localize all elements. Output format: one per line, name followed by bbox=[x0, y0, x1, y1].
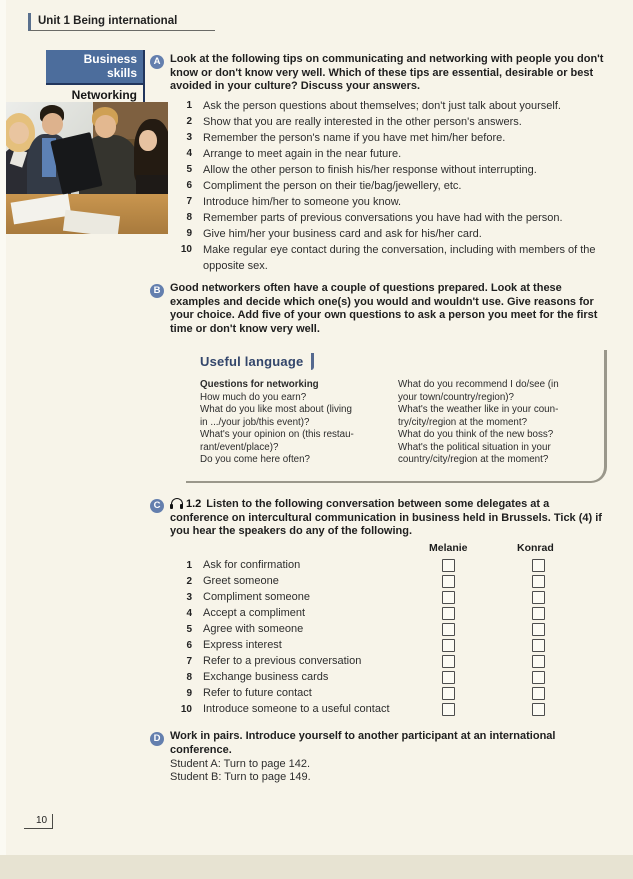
checklist-row: 6 Express interest bbox=[170, 638, 606, 654]
student-a-instruction: Student A: Turn to page 142. bbox=[170, 758, 311, 770]
section-c-checklist bbox=[170, 558, 606, 718]
useful-language-right-column: What do you recommend I do/see (in your town/country/region)? What's the weather like in your coun- try/city/region at the moment? What do you think of the new boss? What's the political situation in your country/city/region at the moment? bbox=[398, 379, 559, 465]
checklist-row: 2 Greet someone bbox=[170, 574, 606, 590]
column-header-melanie: Melanie bbox=[429, 542, 468, 554]
page-number: 10 bbox=[24, 814, 53, 829]
unit-header: Unit 1 Being international bbox=[28, 13, 215, 31]
list-item: 6 Compliment the person on their tie/bag/jewellery, etc. bbox=[186, 180, 462, 192]
section-a-badge: A bbox=[150, 55, 164, 69]
useful-language-left-column: Questions for networking How much do you earn? What do you like most about (living in .../your job/this event)? What's your opinion on (this restau- rant/event/place)? Do you come here often? bbox=[200, 379, 398, 467]
section-d-heading: Work in pairs. Introduce yourself to another participant at an international conference. bbox=[170, 730, 556, 756]
section-c-heading: 1.2 Listen to the following conversation between some delegates at a conference on intercultural communication in business held in Brussels. Tick (4) if you hear the speakers do any of the following. bbox=[170, 498, 602, 537]
list-item: 4 Arrange to meet again in the near future. bbox=[186, 148, 402, 160]
checkbox-konrad[interactable] bbox=[532, 559, 545, 572]
list-item: 10 Make regular eye contact during the conversation, including with members of the opposite sex. bbox=[180, 244, 596, 272]
tab-networking: Networking bbox=[71, 88, 137, 102]
list-item: 5 Allow the other person to finish his/her response without interrupting. bbox=[186, 164, 537, 176]
checkbox-melanie[interactable] bbox=[442, 655, 455, 668]
useful-language-title: Useful language bbox=[200, 354, 304, 369]
list-item: 8 Remember parts of previous conversations you have had with the person. bbox=[186, 212, 563, 224]
title-bracket bbox=[311, 353, 314, 370]
checkbox-melanie[interactable] bbox=[442, 671, 455, 684]
tab-business-skills: Business skills bbox=[46, 50, 143, 83]
checkbox-konrad[interactable] bbox=[532, 687, 545, 700]
headphones-icon bbox=[170, 498, 183, 508]
questions-subtitle: Questions for networking bbox=[200, 379, 319, 390]
checklist-row: 4 Accept a compliment bbox=[170, 606, 606, 622]
list-item: 1 Ask the person questions about themselves; don't just talk about yourself. bbox=[186, 100, 561, 112]
meeting-photo bbox=[6, 102, 168, 234]
checkbox-melanie[interactable] bbox=[442, 639, 455, 652]
checkbox-konrad[interactable] bbox=[532, 607, 545, 620]
section-d-badge: D bbox=[150, 732, 164, 746]
list-item: 2 Show that you are really interested in the other person's answers. bbox=[186, 116, 522, 128]
section-b-badge: B bbox=[150, 284, 164, 298]
checklist-row: 10 Introduce someone to a useful contact bbox=[170, 702, 606, 718]
checkbox-konrad[interactable] bbox=[532, 639, 545, 652]
checkbox-konrad[interactable] bbox=[532, 655, 545, 668]
checkbox-konrad[interactable] bbox=[532, 591, 545, 604]
scan-bottom-strip bbox=[0, 855, 633, 879]
checklist-row: 3 Compliment someone bbox=[170, 590, 606, 606]
column-header-konrad: Konrad bbox=[517, 542, 554, 554]
list-item: 9 Give him/her your business card and ask for his/her card. bbox=[186, 228, 482, 240]
section-a-list bbox=[170, 98, 604, 274]
section-c-badge: C bbox=[150, 499, 164, 513]
checkbox-melanie[interactable] bbox=[442, 575, 455, 588]
checkbox-melanie[interactable] bbox=[442, 591, 455, 604]
checkbox-melanie[interactable] bbox=[442, 687, 455, 700]
checkbox-konrad[interactable] bbox=[532, 575, 545, 588]
checklist-row: 8 Exchange business cards bbox=[170, 670, 606, 686]
checkbox-konrad[interactable] bbox=[532, 671, 545, 684]
section-b-heading: Good networkers often have a couple of questions prepared. Look at these examples and decide which one(s) you would and wouldn't use. Give reasons for your choice. Add five of your own questions to ask a person you meet for the first time or don't know very well. bbox=[170, 282, 598, 335]
list-item: 7 Introduce him/her to someone you know. bbox=[186, 196, 402, 208]
list-item: 3 Remember the person's name if you have met him/her before. bbox=[186, 132, 506, 144]
checklist-row: 9 Refer to future contact bbox=[170, 686, 606, 702]
checkbox-melanie[interactable] bbox=[442, 703, 455, 716]
checklist-row: 1 Ask for confirmation bbox=[170, 558, 606, 574]
student-b-instruction: Student B: Turn to page 149. bbox=[170, 771, 311, 783]
section-a-heading: Look at the following tips on communicating and networking with people you don't know or don't know very well. Which of these tips are essential, desirable or best avoided in your culture? Discuss your answers. bbox=[170, 53, 604, 92]
page-left-margin bbox=[0, 0, 6, 855]
checklist-row: 7 Refer to a previous conversation bbox=[170, 654, 606, 670]
section-tabs bbox=[46, 50, 145, 102]
audio-track-number: 1.2 bbox=[186, 498, 202, 510]
checkbox-konrad[interactable] bbox=[532, 703, 545, 716]
checkbox-melanie[interactable] bbox=[442, 559, 455, 572]
checkbox-melanie[interactable] bbox=[442, 623, 455, 636]
useful-language-box bbox=[186, 350, 607, 483]
checkbox-melanie[interactable] bbox=[442, 607, 455, 620]
checkbox-konrad[interactable] bbox=[532, 623, 545, 636]
checklist-row: 5 Agree with someone bbox=[170, 622, 606, 638]
